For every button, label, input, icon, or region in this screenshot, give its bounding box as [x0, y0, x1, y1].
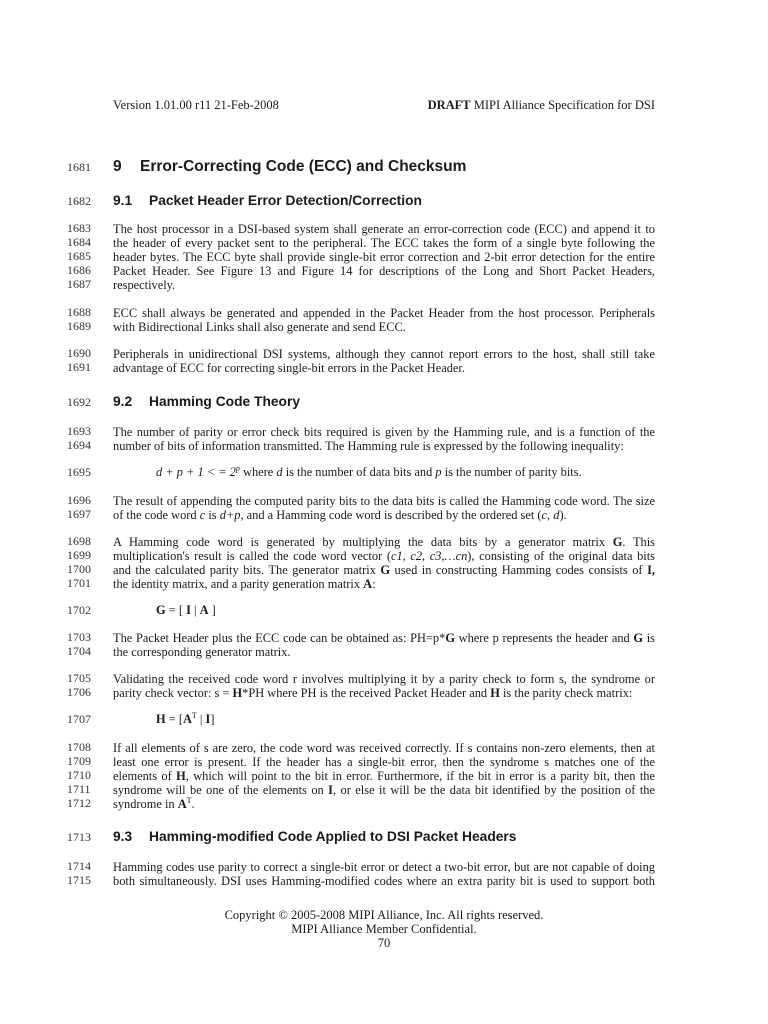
equation-var: d — [276, 465, 283, 479]
text-line: parity check vector: s = H*PH where PH is the received Packet Header and H is the parity check matrix: — [113, 686, 633, 700]
line-number: 1695 — [67, 465, 91, 479]
text-line: both simultaneously. DSI uses Hamming-modified codes where an extra parity bit is used to support both — [113, 874, 655, 888]
line-number: 1707 — [67, 712, 91, 726]
text-line: Validating the received code word r involves multiplying it by a parity check to form s, the syndrome or — [113, 672, 655, 686]
text-line: ECC shall always be generated and appended in the Packet Header from the host processor. Peripherals — [113, 306, 655, 320]
paragraph-text — [113, 494, 655, 522]
paragraph-text — [113, 425, 655, 453]
line-number: 1714 — [67, 859, 91, 873]
footer-copyright: Copyright © 2005-2008 MIPI Alliance, Inc. All rights reserved. — [224, 908, 544, 922]
line-number: 1699 — [67, 548, 91, 562]
line-number: 1685 — [67, 249, 91, 263]
line-number: 1688 — [67, 305, 91, 319]
line-number: 1686 — [67, 263, 91, 277]
paragraph-text — [113, 631, 655, 659]
line-number: 1709 — [67, 754, 91, 768]
line-number: 1694 — [67, 438, 91, 452]
paragraph-text — [113, 222, 655, 292]
section-title — [113, 829, 655, 845]
section-title — [113, 193, 655, 209]
equation: G = [ I | A ] — [156, 603, 216, 617]
text-line: The number of parity or error check bits required is given by the Hamming rule, and is a function of the — [113, 425, 655, 439]
text-line: If all elements of s are zero, the code word was received correctly. If s contains non-zero elements, then at — [113, 741, 655, 755]
line-number: 1683 — [67, 221, 91, 235]
section-title-text: Error-Correcting Code (ECC) and Checksum — [140, 158, 467, 175]
text-line: least one error is present. If the header has a single-bit error, then the syndrome s matches one of the — [113, 755, 655, 769]
equation: $H = [A^T$ | I] — [156, 710, 215, 726]
line-number: 1715 — [67, 873, 91, 887]
draft-label: DRAFT — [427, 98, 471, 112]
page-number: 70 — [377, 936, 391, 950]
section-title-text: Hamming-modified Code Applied to DSI Packet Headers — [149, 829, 517, 844]
equation-lhs: d + p + 1 < = 2 — [156, 465, 236, 479]
line-number: 1698 — [67, 534, 91, 548]
footer-confidential: MIPI Alliance Member Confidential. — [291, 922, 477, 936]
equation-text: where — [239, 465, 277, 479]
equation — [156, 465, 582, 479]
line-number: 1701 — [67, 576, 91, 590]
text-line: header bytes. The ECC byte shall provide single-bit error correction and 2-bit error detection for the entire — [113, 250, 655, 264]
text-line: syndrome in $A^T$. — [113, 795, 195, 811]
line-number: 1691 — [67, 360, 91, 374]
section-number: 9.1 — [113, 193, 133, 208]
equation-text: is the number of data bits and — [282, 465, 436, 479]
line-number: 1702 — [67, 603, 91, 617]
line-number: 1690 — [67, 346, 91, 360]
text-line: the header of every packet sent to the peripheral. The ECC takes the form of a single byte following the — [113, 236, 655, 250]
text-line: elements of H, which will point to the bit in error. Furthermore, if the bit in error is a parity bit, then the — [113, 769, 655, 783]
line-number: 1696 — [67, 493, 91, 507]
text-line: with Bidirectional Links shall also generate and send ECC. — [113, 320, 406, 334]
paragraph-text — [113, 741, 655, 811]
line-number: 1682 — [67, 194, 91, 208]
line-number: 1687 — [67, 277, 91, 291]
text-line: respectively. — [113, 278, 176, 292]
text-line: and the calculated parity bits. The generator matrix G used in constructing Hamming codes consists of I, — [113, 563, 655, 577]
line-number: 1704 — [67, 644, 91, 658]
section-title-text: Hamming Code Theory — [149, 394, 301, 409]
text-line: Hamming codes use parity to correct a single-bit error or detect a two-bit error, but are not capable of doing — [113, 860, 655, 874]
paragraph-text — [113, 860, 655, 888]
line-number: 1692 — [67, 395, 91, 409]
line-number: 1700 — [67, 562, 91, 576]
text-line: the identity matrix, and a parity generation matrix A: — [113, 577, 376, 591]
line-number: 1697 — [67, 507, 91, 521]
running-header-version: Version 1.01.00 r11 21-Feb-2008 — [113, 98, 279, 112]
section-title-text: Packet Header Error Detection/Correction — [149, 193, 422, 208]
line-number: 1703 — [67, 630, 91, 644]
text-line: advantage of ECC for correcting single-bit errors in the Packet Header. — [113, 361, 465, 375]
text-line: Peripherals in unidirectional DSI systems, although they cannot report errors to the host, shall still take — [113, 347, 655, 361]
text-line: number of bits of information transmitted. The Hamming rule is expressed by the following inequality: — [113, 439, 624, 453]
line-number: 1705 — [67, 671, 91, 685]
text-line: Packet Header. See Figure 13 and Figure 14 for descriptions of the Long and Short Packet Headers, — [113, 264, 655, 278]
paragraph-text — [113, 347, 655, 375]
line-number: 1712 — [67, 796, 91, 810]
section-number: 9.2 — [113, 394, 133, 409]
line-number: 1706 — [67, 685, 91, 699]
line-number: 1710 — [67, 768, 91, 782]
line-number: 1681 — [67, 160, 91, 174]
section-title — [113, 158, 655, 176]
equation-text: is the number of parity bits. — [441, 465, 582, 479]
equation-exponent: p — [235, 463, 240, 473]
text-line: of the code word c is d+p, and a Hamming code word is described by the ordered set (c, d). — [113, 508, 567, 522]
text-line: multiplication's result is called the code word vector (c1, c2, c3,…cn), consisting of the original data bits — [113, 549, 655, 563]
line-number: 1689 — [67, 319, 91, 333]
text-line: A Hamming code word is generated by multiplying the data bits by a generator matrix G. This — [113, 535, 656, 549]
text-line: The host processor in a DSI-based system shall generate an error-correction code (ECC) and append it to — [113, 222, 655, 236]
line-number: 1693 — [67, 424, 91, 438]
text-line: The result of appending the computed parity bits to the data bits is called the Hamming code word. The size — [113, 494, 655, 508]
line-number: 1708 — [67, 740, 91, 754]
paragraph-text — [113, 306, 655, 334]
line-number: 1684 — [67, 235, 91, 249]
section-title — [113, 394, 655, 410]
text-line: syndrome will be one of the elements on I, or else it will be the data bit identified by the position of the — [113, 783, 655, 797]
running-header-title — [428, 98, 655, 112]
text-line: The Packet Header plus the ECC code can be obtained as: PH=p*G where p represents the header and G is — [113, 631, 656, 645]
text-line: the corresponding generator matrix. — [113, 645, 291, 659]
line-number: 1713 — [67, 830, 91, 844]
spec-title: MIPI Alliance Specification for DSI — [470, 98, 655, 112]
line-number: 1711 — [67, 782, 91, 796]
equation-var: p — [435, 465, 442, 479]
section-number: 9 — [113, 158, 122, 175]
section-number: 9.3 — [113, 829, 133, 844]
paragraph-text — [113, 535, 655, 591]
paragraph-text — [113, 672, 655, 700]
